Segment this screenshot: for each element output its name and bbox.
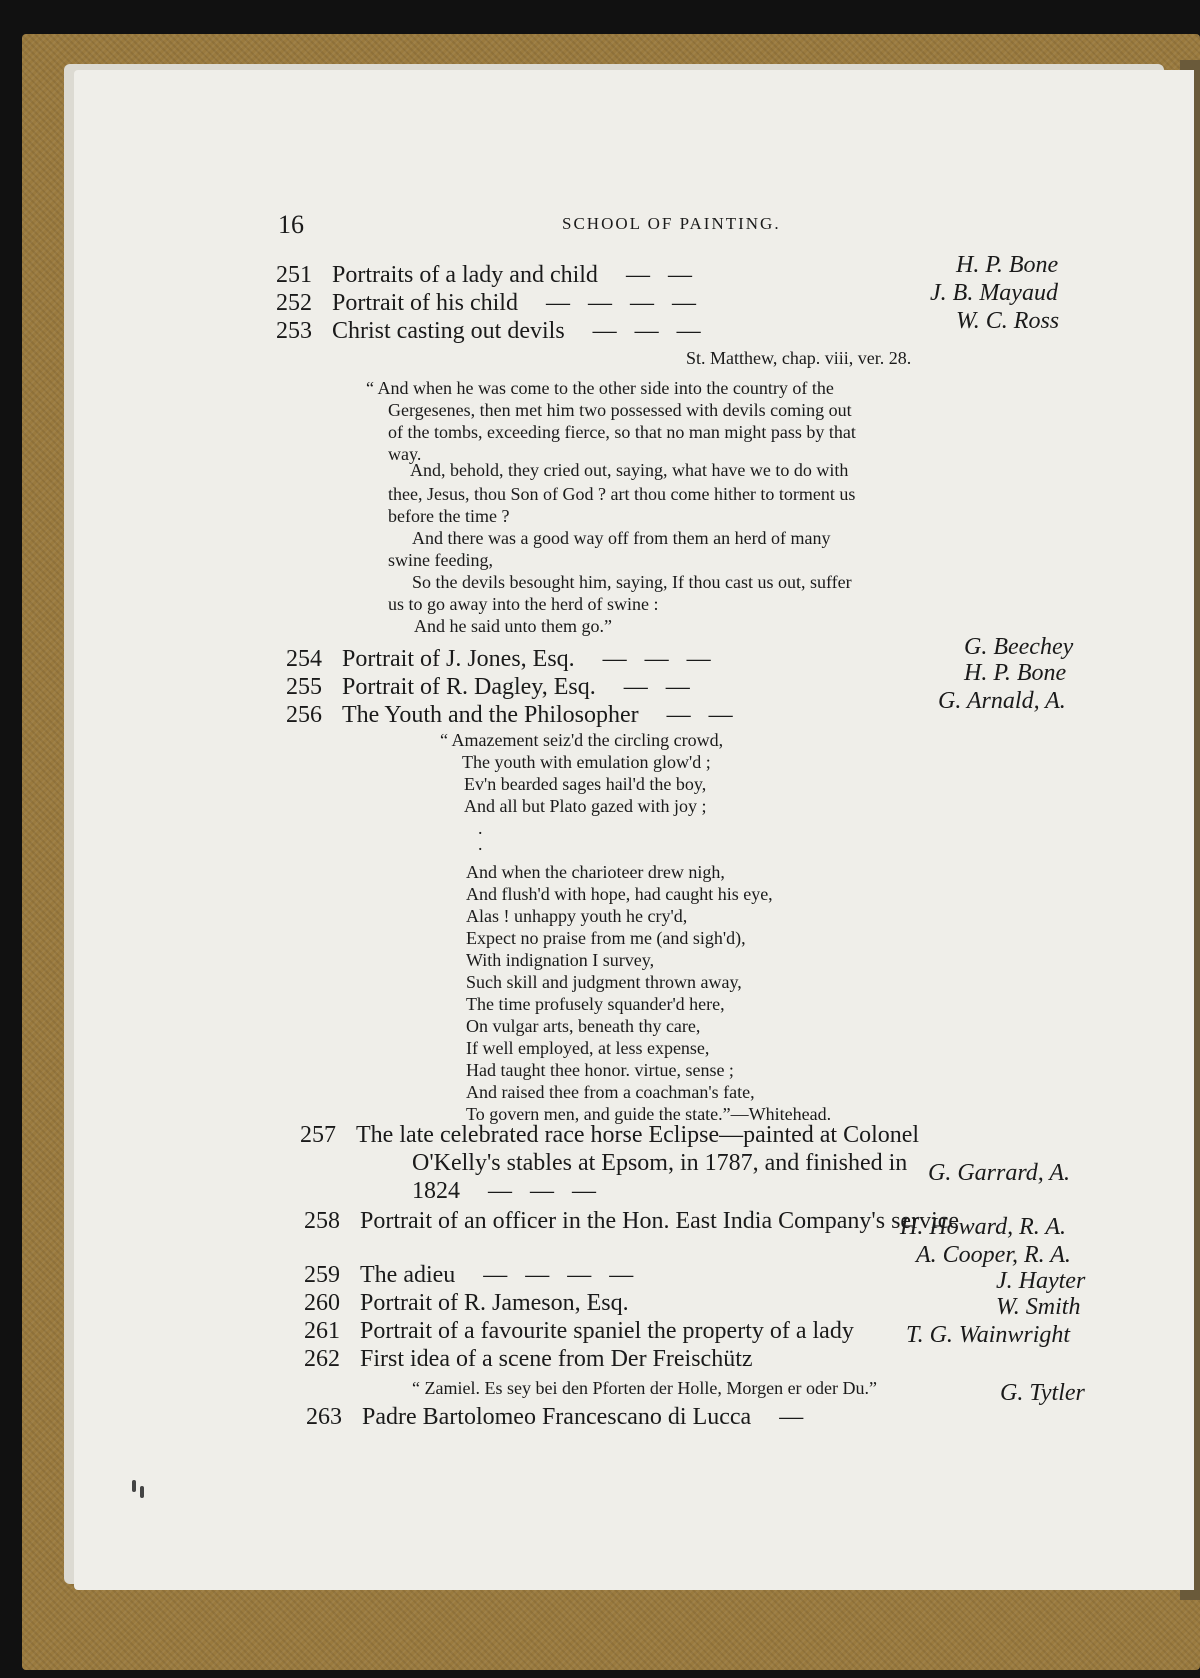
scripture-line: Gergesenes, then met him two possessed with devils coming out [388,400,852,420]
entry-artist: G. Tytler [1000,1380,1085,1406]
entry-title: The Youth and the Philosopher [342,702,639,728]
scripture-line: And he said unto them go.” [414,616,612,636]
poem-line: Alas ! unhappy youth he cry'd, [466,906,688,926]
entry-artist: H. Howard, R. A. [900,1214,1067,1240]
entry-number: 255 [286,674,322,700]
poem-line: And flush'd with hope, had caught his eye, [466,884,773,904]
poem-line: Such skill and judgment thrown away, [466,972,742,992]
entry-dash: — — — [488,1178,602,1204]
entry-artist: H. P. Bone [956,252,1059,278]
entry-number: 256 [286,702,322,728]
catalogue-entry [276,262,698,289]
catalogue-entry [304,1290,629,1317]
poem-line: Ev'n bearded sages hail'd the boy, [464,774,707,794]
entry-number: 259 [304,1262,340,1288]
running-header: SCHOOL OF PAINTING. [562,214,781,233]
entry-artist: G. Arnald, A. [938,688,1066,714]
catalogue-entry [286,674,696,701]
entry-artist: W. Smith [996,1294,1081,1320]
poem-line: “ Amazement seiz'd the circling crowd, [440,730,724,750]
entry-title: Portrait of R. Dagley, Esq. [342,674,596,700]
entry-title: First idea of a scene from Der Freischütz [360,1346,753,1372]
poem-line: On vulgar arts, beneath thy care, [466,1016,701,1036]
entry-title: Christ casting out devils [332,318,565,344]
entry-dash: — — [666,702,739,728]
scripture-line: way. [388,444,422,464]
entry-number: 253 [276,318,312,344]
entry-number: 257 [300,1122,336,1148]
page-number: 16 [278,210,304,239]
entry-number: 252 [276,290,312,316]
scripture-line: “ And when he was come to the other side into the country of the [366,378,834,398]
scripture-line: And, behold, they cried out, saying, what have we to do with [410,460,849,480]
scripture-line: So the devils besought him, saying, If thou cast us out, suffer [412,572,852,592]
catalogue-entry [300,1122,919,1149]
entry-artist: G. Garrard, A. [928,1160,1071,1186]
scripture-line: before the time ? [388,506,510,526]
catalogue-entry [304,1262,639,1289]
entry-dash: — — — — [545,290,702,316]
quote-line: “ Zamiel. Es sey bei den Pforten der Holle, Morgen er oder Du.” [412,1378,878,1398]
scripture-line: of the tombs, exceeding fierce, so that no man might pass by that [388,422,856,442]
entry-artist: J. Hayter [996,1268,1086,1294]
entry-artist: T. G. Wainwright [906,1322,1071,1348]
entry-title-continued [412,1178,602,1205]
entry-title: Portrait of his child [332,290,518,316]
entry-artist: G. Beechey [964,634,1074,660]
entry-number: 260 [304,1290,340,1316]
entry-title: Padre Bartolomeo Francescano di Lucca [362,1404,752,1430]
ink-mark [132,1480,136,1492]
entry-number: 263 [306,1404,342,1430]
catalogue-entry [286,646,717,673]
scripture-line: swine feeding, [388,550,493,570]
scripture-line: thee, Jesus, thou Son of God ? art thou come hither to torment us [388,484,856,504]
entry-title: The adieu [360,1262,456,1288]
poem-line: And raised thee from a coachman's fate, [466,1082,755,1102]
entry-artist: J. B. Mayaud [930,280,1058,306]
poem-line: Expect no praise from me (and sigh'd), [466,928,746,948]
poem-line: Had taught thee honor. virtue, sense ; [466,1060,734,1080]
poem-ellipsis: . [478,818,483,838]
entry-dash: — — — [602,646,717,672]
poem-line: If well employed, at less expense, [466,1038,710,1058]
entry-title: Portrait of a favourite spaniel the property of a lady [360,1318,854,1344]
scripture-citation: St. Matthew, chap. viii, ver. 28. [686,348,912,368]
entry-year: 1824 [412,1178,460,1204]
entry-artist: A. Cooper, R. A. [916,1242,1071,1268]
catalogue-entry [276,290,702,317]
entry-dash: — [779,1404,810,1430]
entry-dash: — — [625,262,698,288]
entry-title: Portrait of R. Jameson, Esq. [360,1290,629,1316]
catalogue-entry [304,1208,959,1235]
poem-line: With indignation I survey, [466,950,655,970]
catalogue-entry [304,1318,854,1345]
entry-number: 254 [286,646,322,672]
entry-title: Portrait of an officer in the Hon. East India Company's service [360,1208,960,1234]
catalogue-entry [276,318,707,345]
catalogue-entry [304,1346,753,1373]
entry-number: 258 [304,1208,340,1234]
poem-line: And all but Plato gazed with joy ; [464,796,707,816]
poem-line: The time profusely squander'd here, [466,994,725,1014]
entry-title-continued: O'Kelly's stables at Epsom, in 1787, and finished in [412,1150,908,1176]
poem-line: To govern men, and guide the state.”—Whitehead. [466,1104,832,1124]
entry-title: Portrait of J. Jones, Esq. [342,646,575,672]
entry-dash: — — — — [483,1262,640,1288]
entry-title: Portraits of a lady and child [332,262,598,288]
poem-line: And when the charioteer drew nigh, [466,862,725,882]
catalogue-entry [286,702,739,729]
entry-dash: — — — [592,318,707,344]
entry-title: The late celebrated race horse Eclipse—painted at Colonel [356,1122,920,1148]
entry-artist: H. P. Bone [964,660,1067,686]
entry-number: 261 [304,1318,340,1344]
entry-artist: W. C. Ross [956,308,1060,334]
ink-mark [140,1486,144,1498]
catalogue-entry [306,1404,809,1431]
entry-number: 251 [276,262,312,288]
poem-ellipsis: . [478,834,483,854]
scripture-line: And there was a good way off from them an herd of many [412,528,831,548]
scripture-line: us to go away into the herd of swine : [388,594,659,614]
entry-dash: — — [623,674,696,700]
entry-number: 262 [304,1346,340,1372]
poem-line: The youth with emulation glow'd ; [462,752,711,772]
